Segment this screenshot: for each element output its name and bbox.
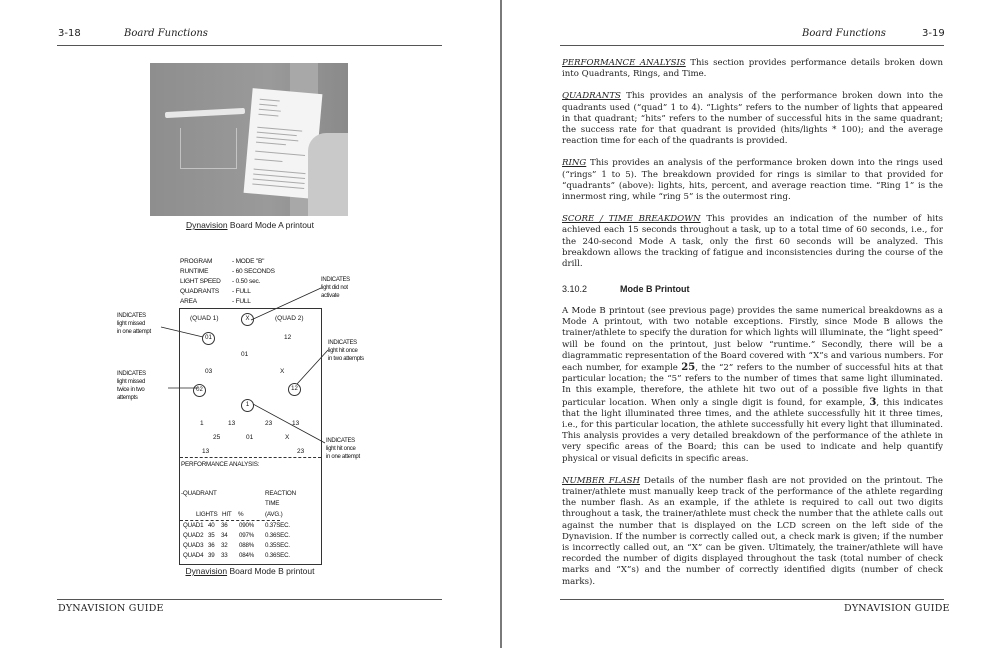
photo-printer-icon-sketch (180, 128, 237, 169)
board-value: 13 (202, 448, 210, 455)
annotation-missed-twice: INDICATES light missed twice in two attempts (117, 371, 146, 401)
paragraph-performance-analysis: PERFORMANCE ANALYSIS This section provides performance details broken down into Quadrants, Rings, and Time. (562, 58, 944, 80)
left-page (0, 0, 500, 648)
board-value: X (285, 434, 290, 441)
photo-printer-slot (165, 108, 245, 118)
col-lights-header: LIGHTS (196, 511, 218, 518)
annotation-missed-one-attempt: INDICATES light missed in one attempt (117, 313, 151, 335)
header-rule (560, 45, 944, 46)
photo-hand (308, 133, 348, 216)
board-diagram (179, 308, 322, 565)
quad2-label: (QUAD 2) (275, 315, 304, 322)
paragraph-mode-b: A Mode B printout (see previous page) provides the same numerical breakdowns as a Mode A printout, with two notable exceptions. Firstly, since Mode B allows the trainer/athlete to specify the duration for which lights will illuminate, the “light speed” will be found on the printout, just below “runtime.” Secondly, there will be a diagrammatic representation of the Board covered with “X”s and various numbers. For each number, for example 25, the “2” refers to the number of successful hits at that particular location; the “5” refers to the number of times that same light illuminated. In this example, therefore, the athlete hit two out of a possible five lights in that particular location. When only a single digit is found, for example, 3, this indicates that the light illuminated three times, and the athlete successfully hit it three times, i.e., for this particular location, the athlete successfully hit every light that illuminated. This analysis provides a very detailed breakdown of the performance of the athlete in very specific areas of the Board; this can be used to indicate and help quantify physical or visual deficits in specific areas. (562, 306, 943, 464)
circled-1-value: 1 (241, 399, 254, 412)
time-label: TIME (265, 500, 280, 507)
board-value: 01 (246, 434, 254, 441)
mode-a-printout-photo (150, 63, 348, 216)
dashed-separator (180, 520, 280, 521)
circled-12-value: 12 (288, 383, 301, 396)
circled-02-value: 02 (193, 384, 206, 397)
quadrant-row: QUAD1 40 36 090% 0.37SEC. (183, 522, 290, 529)
circled-x-value: X (241, 313, 254, 326)
left-footer: DYNAVISION GUIDE (58, 603, 164, 614)
paragraph-score-time: SCORE / TIME BREAKDOWN This provides an indication of the number of hits achieved each 15 seconds throughout a task, up to a total time of 60 seconds, i.e., for the 240-second Mode A task, only the first 60 seconds will be analyzed. This breakdown allows the tracking of fatigue and inconsistencies during the course of the drill. (562, 214, 944, 270)
figure-b-caption: Dynavision Board Mode B printout (185, 566, 315, 576)
right-footer: DYNAVISION GUIDE (844, 603, 950, 614)
quadrant-label: -QUADRANT (181, 490, 217, 497)
reaction-label: REACTION (265, 490, 296, 497)
board-value: 25 (213, 434, 221, 441)
performance-analysis-title: PERFORMANCE ANALYSIS: (181, 461, 260, 468)
board-value: 23 (265, 420, 273, 427)
paragraph-number-flash: NUMBER FLASH Details of the number flash are not provided on the printout. The trainer/athlete must manually keep track of the performance of the athlete regarding the number flash. As an example, if the athlete is required to call out two digits throughout a task, the trainer/athlete must check the number that the athlete calls out against the number that is displayed on the LCD screen on the left side of the Dynavision. If the number is correctly called out, a check mark is given; if the number is incorrectly called out, an “X” can be given. Ultimately, the trainer/athlete will have recorded the number of digits displayed throughout the task (total number of check marks and “X”s) and the number of correctly identified digits (number of check marks). (562, 475, 943, 587)
board-value: X (280, 368, 285, 375)
right-body-bottom (562, 306, 943, 599)
board-value: 1 (200, 420, 204, 427)
right-running-header: Board Functions (802, 28, 886, 39)
board-value: 23 (297, 448, 305, 455)
right-page-number: 3-19 (922, 28, 945, 39)
right-body-top (562, 58, 943, 281)
right-page (502, 0, 1003, 648)
col-hit-header: HIT (222, 511, 232, 518)
paragraph-ring: RING This provides an analysis of the performance broken down into the rings used (“rings” 1 to 5). The breakdown provided for rings is similar to that provided for “quadrants” (above): lights, hits, percent, and average reaction time. “Ring 1” is the innermost ring, while “ring 5” is the outermost ring. (562, 158, 943, 203)
header-rule (57, 45, 442, 46)
board-value: 01 (241, 351, 249, 358)
dashed-separator (180, 457, 321, 458)
footer-rule (57, 599, 442, 600)
board-value: 03 (205, 368, 213, 375)
board-value: 13 (228, 420, 236, 427)
quadrant-row: QUAD3 36 32 088% 0.35SEC. (183, 542, 290, 549)
board-value: 13 (292, 420, 300, 427)
quad1-label: (QUAD 1) (190, 315, 219, 322)
annotation-hit-once-two-attempts: INDICATES light hit once in two attempts (328, 340, 364, 362)
annotation-did-not-activate: INDICATES light did not activate (321, 277, 350, 299)
annotation-hit-once-one-attempt: INDICATES light hit once in one attempt (326, 438, 360, 460)
board-value: 12 (284, 334, 292, 341)
quadrant-row: QUAD4 39 33 084% 0.36SEC. (183, 552, 290, 559)
circled-01-value: 01 (202, 332, 215, 345)
figure-a-caption: Dynavision Board Mode A printout (185, 220, 315, 230)
footer-rule (560, 599, 944, 600)
col-pct-header: % (238, 511, 244, 518)
avg-label: (AVG.) (265, 511, 283, 518)
paragraph-quadrants: QUADRANTS This provides an analysis of the performance broken down into the quadrants used (“quad” 1 to 4). “Lights” refers to the number of lights that appeared in that quadrant; “hits” refers to the number of successful hits in the same quadrant; the success rate for that quadrant is provided (hits/lights * 100); and the average reaction time for each of the quadrants is provided. (562, 91, 943, 147)
section-heading: 3.10.2 Mode B Printout (562, 284, 690, 294)
mode-b-printout-diagram (113, 257, 373, 567)
left-page-number: 3-18 (58, 28, 81, 39)
left-running-header: Board Functions (124, 28, 208, 39)
printout-header-lines: PROGRAM - MODE "B" RUNTIME - 60 SECONDS LIGHT SPEED - 0.50 sec. QUADRANTS - FULL AREA - FULL (180, 258, 275, 305)
quadrant-row: QUAD2 35 34 097% 0.36SEC. (183, 532, 290, 539)
